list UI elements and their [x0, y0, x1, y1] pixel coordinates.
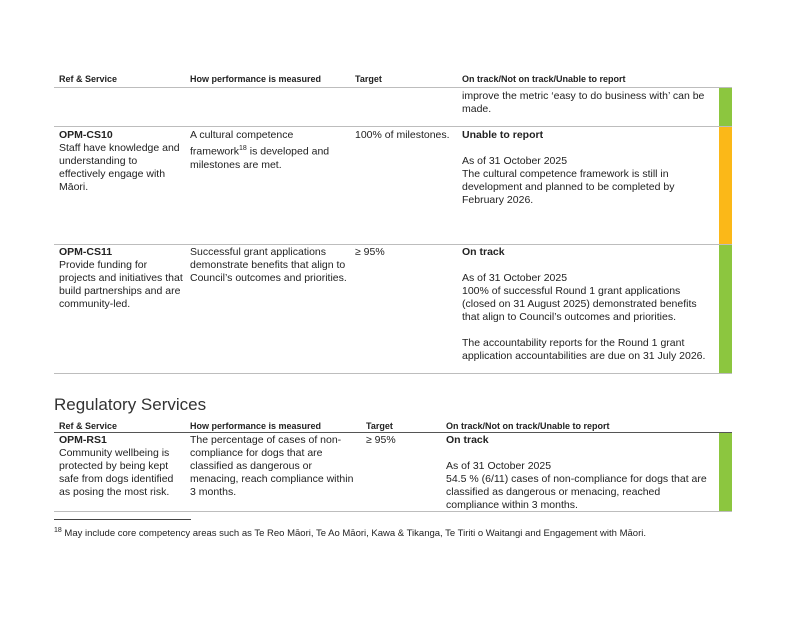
service-description: Community wellbeing is protected by being kept safe from dogs identified as posing the most risk. — [59, 447, 174, 498]
table2-header-rule — [54, 432, 732, 433]
table1-header-measure: How performance is measured — [190, 74, 322, 84]
status-date: As of 31 October 2025 — [446, 460, 552, 472]
status-label: On track — [462, 246, 505, 258]
status-date: As of 31 October 2025 — [462, 272, 568, 284]
status-date: As of 31 October 2025 — [462, 155, 568, 167]
table1-header-status: On track/Not on track/Unable to report — [462, 74, 626, 84]
status-cell — [446, 434, 714, 512]
ref-code: OPM-CS10 — [59, 129, 113, 141]
status-cell — [462, 129, 714, 207]
section-title-regulatory-services: Regulatory Services — [54, 395, 207, 414]
footnote-separator — [54, 519, 191, 520]
status-indicator-continuation — [719, 88, 732, 126]
performance-measure — [190, 129, 338, 172]
service-description: Provide funding for projects and initiatives that build partnerships and are community-led. — [59, 259, 183, 310]
target-value: ≥ 95% — [366, 434, 396, 446]
table1-header-target: Target — [355, 74, 382, 84]
status-comment: The cultural competence framework is still in development and planned to be completed by February 2026. — [462, 168, 675, 206]
status-cell — [462, 246, 714, 363]
performance-measure: Successful grant applications demonstrate benefits that align to Council’s outcomes and priorities. — [190, 246, 347, 284]
status-indicator-unable — [719, 127, 732, 244]
footnote — [54, 527, 754, 539]
status-indicator-on-track — [719, 433, 732, 511]
table-row-opm-cs10-ref — [59, 129, 184, 194]
footnote-marker: 18 — [54, 527, 62, 534]
measure-text-cont: is developed and milestones are met. — [190, 145, 330, 171]
table2-header-measure: How performance is measured — [190, 421, 322, 431]
table2-header-ref: Ref & Service — [59, 421, 118, 431]
status-label: On track — [446, 434, 489, 446]
ref-code: OPM-CS11 — [59, 246, 113, 258]
status-indicator-on-track — [719, 245, 732, 373]
table2-bottom-rule — [54, 511, 732, 512]
ref-code: OPM-RS1 — [59, 434, 107, 446]
table-row-opm-cs11-ref — [59, 246, 184, 311]
footnote-text: May include core competency areas such as Te Reo Māori, Te Ao Māori, Kawa & Tikanga, Te Tiriti o Waitangi and Engagement with Māori. — [61, 528, 646, 540]
table1-header-ref: Ref & Service — [59, 74, 118, 84]
table1-bottom-rule — [54, 373, 732, 374]
table1-header-rule — [54, 87, 732, 88]
row-divider — [54, 244, 732, 245]
table1-continuation-text: improve the metric ‘easy to do business with’ can be made. — [462, 90, 705, 115]
target-value: 100% of milestones. — [355, 129, 450, 141]
measure-text: A cultural competence framework — [190, 129, 294, 158]
status-comment: 100% of successful Round 1 grant applications (closed on 31 August 2025) demonstrated benefits that align to Council’s outcomes and priorities. — [462, 285, 697, 323]
status-comment-2: The accountability reports for the Round 1 grant application accountabilities are due on 31 July 2026. — [462, 337, 706, 362]
table2-header-status: On track/Not on track/Unable to report — [446, 421, 610, 431]
status-label: Unable to report — [462, 129, 544, 141]
performance-measure: The percentage of cases of non-compliance for dogs that are classified as dangerous or menacing, reach compliance within 3 months. — [190, 434, 354, 498]
row-divider — [54, 126, 732, 127]
target-value: ≥ 95% — [355, 246, 385, 258]
footnote-ref: 18 — [239, 145, 247, 152]
status-comment: 54.5 % (6/11) cases of non-compliance for dogs that are classified as dangerous or menacing, reached compliance within 3 months. — [446, 473, 707, 511]
table-row-opm-rs1-ref — [59, 434, 184, 499]
table2-header-target: Target — [366, 421, 393, 431]
service-description: Staff have knowledge and understanding to effectively engage with Māori. — [59, 142, 180, 193]
